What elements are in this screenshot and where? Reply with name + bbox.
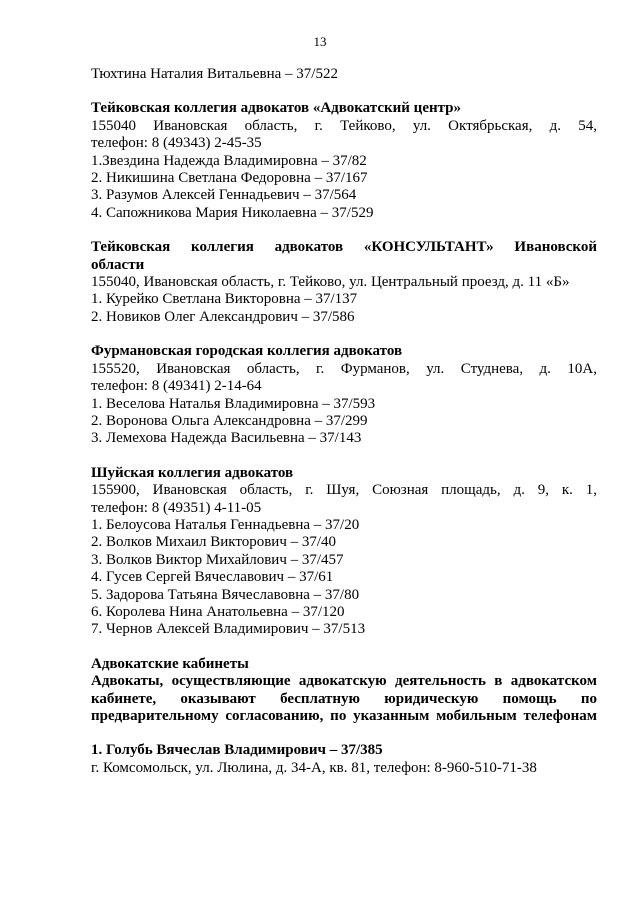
cabinets-note-line: Адвокаты, осуществляющие адвокатскую деятельность в адвокатском	[91, 673, 597, 690]
member-item: 4. Сапожникова Мария Николаевна – 37/529	[91, 204, 374, 221]
section-address: 155900, Ивановская область, г. Шуя, Союзная площадь, д. 9, к. 1,	[91, 482, 597, 499]
section-address: 155040 Ивановская область, г. Тейково, ул. Октябрьская, д. 54,	[91, 117, 597, 134]
member-item: 4. Гусев Сергей Вячеславович – 37/61	[91, 569, 334, 586]
member-item: 3. Волков Виктор Михайлович – 37/457	[91, 551, 344, 568]
section-phone: телефон: 8 (49341) 2-14-64	[91, 378, 262, 395]
section-address: 155040, Ивановская область, г. Тейково, ул. Центральный проезд, д. 11 «Б»	[91, 274, 570, 291]
bar-section-teikovo-center	[91, 100, 597, 222]
section-phone: телефон: 8 (49351) 4-11-05	[91, 499, 262, 516]
member-item: 1. Курейко Светлана Викторовна – 37/137	[91, 291, 358, 308]
member-item: 2. Воронова Ольга Александровна – 37/299	[91, 412, 368, 429]
member-item: 2. Никишина Светлана Федоровна – 37/167	[91, 170, 368, 187]
section-phone: телефон: 8 (49343) 2-45-35	[91, 135, 262, 152]
document-body	[91, 66, 597, 777]
cabinets-section	[91, 656, 597, 726]
page-number: 13	[313, 34, 327, 49]
bar-section-teikovo-consultant	[91, 239, 597, 326]
section-title: Тейковская коллегия адвокатов «Адвокатский центр»	[91, 100, 462, 117]
section-title: Фурмановская городская коллегия адвокатов	[91, 343, 403, 360]
member-item: 1. Веселова Наталья Владимировна – 37/593	[91, 395, 376, 412]
member-item: 6. Королева Нина Анатольевна – 37/120	[91, 603, 345, 620]
section-title: Тейковская коллегия адвокатов «КОНСУЛЬТАНТ» Ивановской	[91, 239, 597, 256]
member-item: 7. Чернов Алексей Владимирович – 37/513	[91, 621, 366, 638]
cabinet-address: г. Комсомольск, ул. Люлина, д. 34-А, кв. 81, телефон: 8-960-510-71-38	[91, 759, 537, 776]
bar-section-furmanov	[91, 343, 597, 447]
intro-lawyer-line: Тюхтина Наталия Витальевна – 37/522	[91, 66, 338, 82]
section-title: Шуйская коллегия адвокатов	[91, 464, 294, 481]
member-item: 1. Белоусова Наталья Геннадьевна – 37/20	[91, 516, 360, 533]
member-item: 2. Новиков Олег Александрович – 37/586	[91, 308, 355, 325]
cabinet-lawyer-name: 1. Голубь Вячеслав Владимирович – 37/385	[91, 742, 383, 759]
cabinets-note-line: кабинете, оказывают бесплатную юридическую помощь по	[91, 690, 597, 707]
section-title-continued: области	[91, 256, 145, 273]
bar-section-shuya	[91, 465, 597, 639]
cabinets-note-line: предварительному согласованию, по указанным мобильным телефонам	[91, 708, 597, 724]
section-address: 155520, Ивановская область, г. Фурманов, ул. Студнева, д. 10А,	[91, 360, 597, 377]
cabinets-heading: Адвокатские кабинеты	[91, 655, 249, 672]
member-item: 3. Разумов Алексей Геннадьевич – 37/564	[91, 187, 357, 204]
member-item: 3. Лемехова Надежда Васильевна – 37/143	[91, 430, 362, 447]
cabinet-entry	[91, 742, 597, 777]
member-item: 5. Задорова Татьяна Вячеславовна – 37/80	[91, 586, 360, 603]
member-item: 1.Звездина Надежда Владимировна – 37/82	[91, 152, 367, 169]
member-item: 2. Волков Михаил Викторович – 37/40	[91, 534, 337, 551]
